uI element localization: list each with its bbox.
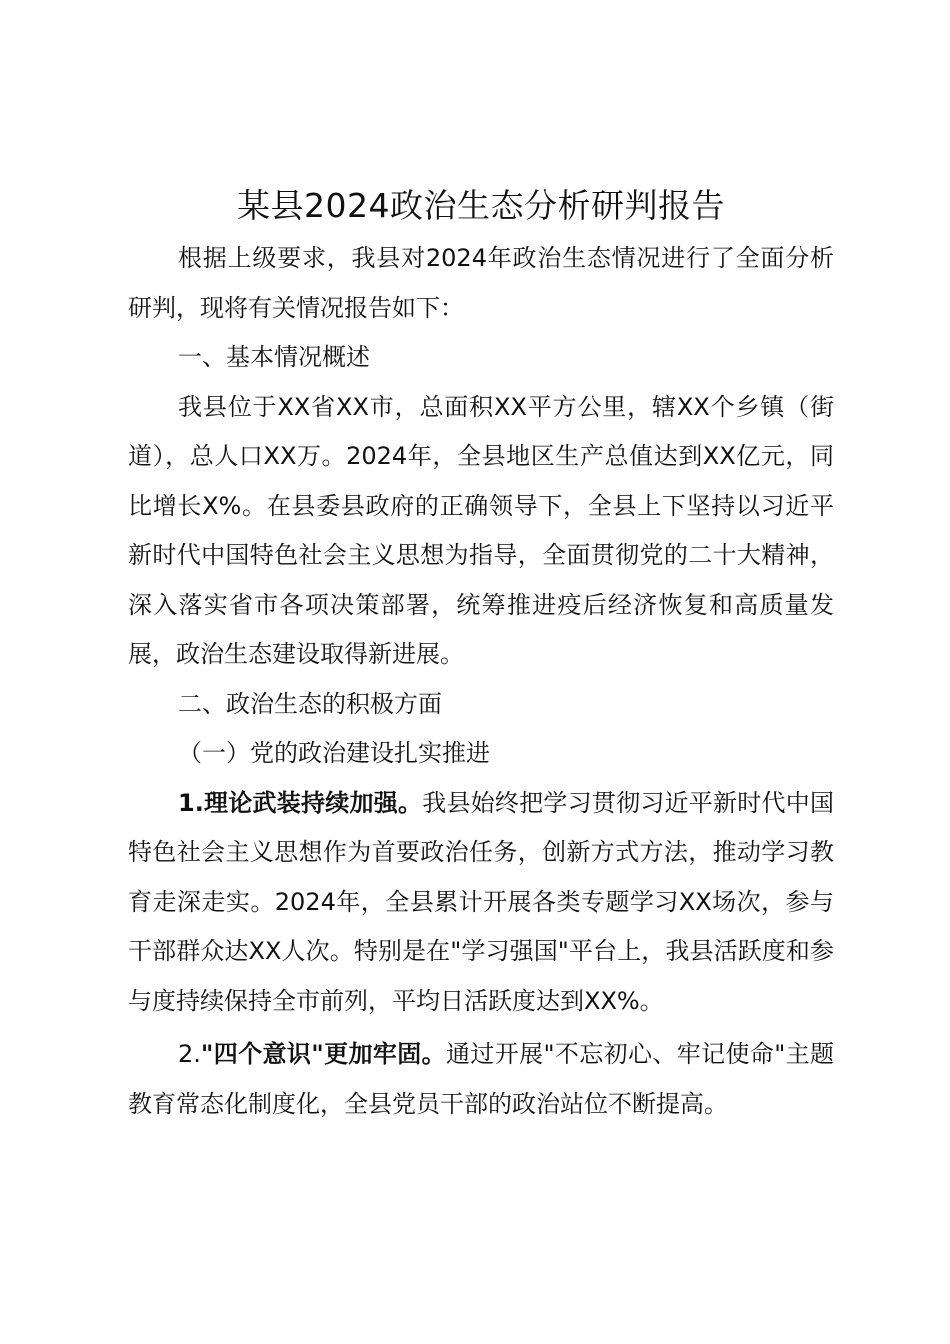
overview-paragraph: 我县位于XX省XX市，总面积XX平方公里，辖XX个乡镇（街道），总人口XX万。2024年，全县地区生产总值达到XX亿元，同比增长X%。在县委县政府的正确领导下，全县上下坚持以习近平新时代中国特色社会主义思想为指导，全面贯彻党的二十大精神，深入落实省市各项决策部署，统筹推进疫后经济恢复和高质量发展，政治生态建设取得新进展。 [128, 392, 834, 668]
section-heading-positive: 二、政治生态的积极方面 [178, 689, 442, 718]
item-paragraph-theory [128, 779, 834, 1027]
subsection-heading-party-building: （一）党的政治建设扎实推进 [178, 739, 490, 767]
item-number-awareness: 2. [178, 1040, 201, 1068]
document-page [128, 186, 834, 1129]
item-body-theory: 我县始终把学习贯彻习近平新时代中国特色社会主义思想作为首要政治任务，创新方式方法，推动学习教育走深走实。2024年，全县累计开展各类专题学习XX场次，参与干部群众达XX人次。特别是在"学习强国"平台上，我县活跃度和参与度持续保持全市前列，平均日活跃度达到XX%。 [128, 788, 835, 1015]
item-body-awareness: 通过开展"不忘初心、牢记使命"主题教育常态化制度化，全县党员干部的政治站位不断提高。 [128, 1040, 835, 1118]
item-paragraph-awareness [128, 1030, 834, 1129]
document-title: 某县2024政治生态分析研判报告 [237, 186, 725, 225]
item-lead-theory: 1.理论武装持续加强。 [178, 788, 423, 817]
intro-paragraph: 根据上级要求，我县对2024年政治生态情况进行了全面分析研判，现将有关情况报告如下： [128, 244, 834, 322]
section-heading-overview: 一、基本情况概述 [178, 343, 370, 371]
item-lead-awareness: "四个意识"更加牢固。 [200, 1040, 446, 1068]
